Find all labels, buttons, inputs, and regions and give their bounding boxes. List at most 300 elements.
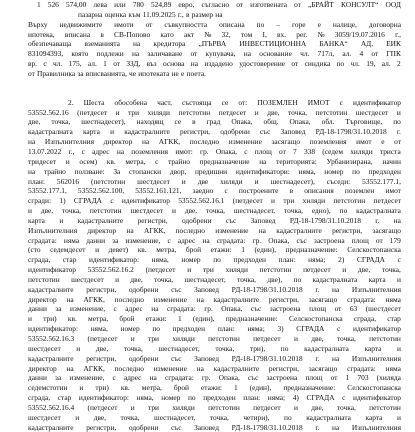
word: за xyxy=(112,235,119,245)
word: Изпълнителния xyxy=(351,422,401,432)
word: 53552.177.1, xyxy=(362,176,401,186)
word: и xyxy=(130,334,135,343)
word: и xyxy=(76,343,81,353)
word: кадастралната xyxy=(312,274,358,284)
word: РД-18-1798/31.10.2018 xyxy=(231,284,303,294)
word: Правилника xyxy=(37,68,76,78)
word: петстотин xyxy=(333,196,366,206)
word: две, xyxy=(311,334,324,343)
word: на xyxy=(331,422,340,432)
word: петстотин xyxy=(178,107,211,117)
word: от: xyxy=(238,97,248,107)
word: съвкупността xyxy=(164,19,208,29)
word: петдесет xyxy=(253,334,281,343)
word: РД-18-1798/31.10.2018 xyxy=(289,215,361,225)
text-line xyxy=(28,59,401,69)
word: идентификатор: xyxy=(89,255,140,265)
word: изменение xyxy=(215,225,249,235)
word: точка, xyxy=(120,412,140,422)
word: в xyxy=(185,9,190,19)
text-line xyxy=(28,0,401,10)
word: Изпълнителния xyxy=(44,137,94,147)
word: и xyxy=(396,412,401,422)
word: АГКК, xyxy=(83,294,105,304)
word: идентификатор: xyxy=(28,324,79,334)
word: сграда, xyxy=(28,255,51,265)
word: регистри, xyxy=(86,422,117,432)
word: на xyxy=(393,215,401,225)
word: кадастралните xyxy=(28,422,74,432)
word: на xyxy=(149,373,157,383)
word: със xyxy=(171,422,182,432)
word: Заповед xyxy=(280,127,306,137)
word: три xyxy=(148,334,160,343)
word: или xyxy=(114,0,126,9)
word: с xyxy=(110,196,114,206)
word: За xyxy=(113,166,121,176)
word: Опака, xyxy=(268,235,290,245)
text-line xyxy=(28,30,401,40)
word: (сто xyxy=(28,245,41,255)
text-line xyxy=(28,236,401,246)
word: петстотин xyxy=(259,265,292,275)
word: КОНСУЛТ“ xyxy=(340,0,379,9)
word: триста xyxy=(379,146,401,156)
word: шестнадесет, xyxy=(158,343,200,353)
word: акт xyxy=(183,29,194,39)
word: кадастралната xyxy=(304,343,349,353)
word: горе xyxy=(292,19,306,29)
word: и xyxy=(181,176,186,186)
word: построените xyxy=(238,186,279,196)
word: договорна xyxy=(368,19,401,29)
word: (седем xyxy=(322,146,344,156)
word: и xyxy=(271,196,275,206)
word: 562016 xyxy=(56,176,80,186)
word: от xyxy=(113,59,121,69)
word: на xyxy=(28,166,36,176)
word: точка, xyxy=(336,334,356,343)
word: на xyxy=(196,363,204,373)
word: идентификатор xyxy=(353,324,401,334)
word: две, xyxy=(95,343,109,353)
word: 19, xyxy=(366,59,376,69)
word: седемдесет xyxy=(50,245,86,255)
word: на xyxy=(151,304,159,314)
word: шестдесет xyxy=(71,274,104,284)
word: и xyxy=(75,412,80,422)
word: обособена xyxy=(114,97,148,107)
word: няма xyxy=(385,363,401,373)
word: 53552.562.16.2 xyxy=(87,265,134,275)
word: кадастралните xyxy=(213,294,260,304)
word: (петдесет xyxy=(232,196,263,206)
word: е xyxy=(381,137,385,147)
word: номер xyxy=(181,255,201,265)
word: Заповед xyxy=(250,215,276,225)
word: 1 xyxy=(233,383,238,393)
word: „ПЪРВА xyxy=(198,39,227,49)
word: етажи: xyxy=(200,383,222,393)
word: заличаване xyxy=(147,49,183,59)
word: две, xyxy=(130,274,143,284)
word: АГКК, xyxy=(143,225,166,235)
word: заедно xyxy=(192,186,214,196)
text-line xyxy=(28,393,401,403)
text-line xyxy=(28,216,401,226)
paragraph-gap xyxy=(28,79,401,98)
word: налице, xyxy=(332,19,357,29)
word: данни xyxy=(28,304,47,314)
word: план: xyxy=(278,255,296,265)
word: г., xyxy=(177,9,184,19)
word: със xyxy=(296,235,307,245)
word: шестнадесет), xyxy=(270,176,315,186)
word: шестдесет xyxy=(28,343,61,353)
word: сградата: xyxy=(166,304,196,314)
word: номер xyxy=(324,166,344,176)
word: петстотин xyxy=(369,334,401,343)
word: и xyxy=(396,107,401,117)
word: Заповед xyxy=(194,422,220,432)
word: по xyxy=(336,59,345,69)
word: тридесет xyxy=(28,156,57,166)
word: имот xyxy=(385,186,401,196)
word: 63 xyxy=(349,304,358,314)
word: Опака, xyxy=(289,117,311,127)
word: три xyxy=(202,265,214,275)
word: за xyxy=(77,68,84,78)
word: и xyxy=(342,265,347,275)
word: чл. xyxy=(300,49,310,59)
word: идентификатор xyxy=(352,393,401,403)
word: точка, xyxy=(154,274,174,284)
word: и xyxy=(293,334,298,343)
word: данни xyxy=(86,235,106,245)
text-line xyxy=(28,275,401,285)
word: брой xyxy=(185,245,202,255)
text-line xyxy=(28,117,401,127)
word: недвижимите xyxy=(59,19,103,29)
word: на xyxy=(243,49,251,59)
word: петстотин xyxy=(28,274,60,284)
word: петдесет xyxy=(373,196,401,206)
word: 338 xyxy=(303,146,316,156)
word: две, xyxy=(28,117,41,127)
word: предходен xyxy=(233,255,266,265)
word: едно), xyxy=(311,206,331,216)
word: издадено xyxy=(204,59,233,69)
word: шестдесет xyxy=(355,107,389,117)
word: вписана xyxy=(64,29,91,39)
word: 524,89 xyxy=(150,0,172,9)
word: на xyxy=(215,9,223,19)
word: с xyxy=(337,324,341,334)
text-line xyxy=(28,147,401,157)
word: няма; xyxy=(247,324,265,334)
word: (един), xyxy=(192,314,215,324)
word: 53552.562.16.1 xyxy=(178,196,225,206)
word: описана xyxy=(219,19,245,29)
word: г. xyxy=(315,353,320,363)
word: 32, xyxy=(221,29,231,39)
word: регистри, xyxy=(179,127,211,137)
word: адрес xyxy=(92,146,110,156)
word: хиляди xyxy=(172,334,195,343)
word: от xyxy=(291,59,299,69)
word: Заповед xyxy=(194,284,220,294)
word: засягащо xyxy=(372,225,401,235)
word: АД, xyxy=(360,39,374,49)
word: план: xyxy=(217,324,235,334)
word: девет) xyxy=(108,245,129,255)
word: и xyxy=(396,274,401,284)
word: три), xyxy=(249,343,266,353)
word: по xyxy=(280,343,289,353)
word: със xyxy=(250,304,262,314)
text-line xyxy=(28,127,401,137)
word: със xyxy=(171,353,182,363)
word: с xyxy=(224,186,228,196)
word: няма, xyxy=(136,393,154,403)
word: регистри, xyxy=(268,294,299,304)
word: (хиляда xyxy=(376,373,401,383)
word: която xyxy=(71,49,89,59)
word: номер xyxy=(161,393,181,403)
word: точка, xyxy=(288,107,307,117)
word: точка, xyxy=(215,343,235,353)
word: хиляди xyxy=(172,402,195,412)
word: застроена xyxy=(269,304,301,314)
word: поземлен xyxy=(344,186,375,196)
word: шестнадесет, xyxy=(154,412,196,422)
word: г. xyxy=(396,127,401,137)
word: регистри, xyxy=(137,215,168,225)
word: основание xyxy=(259,49,292,59)
word: изменение xyxy=(153,363,187,373)
word: от xyxy=(375,235,383,245)
word: СГРАДА xyxy=(306,393,335,403)
word: кредитора xyxy=(153,39,186,49)
word: брой xyxy=(173,383,189,393)
word: ПОЗЕМЛЕН xyxy=(257,97,298,107)
word: в xyxy=(192,117,196,127)
word: точка, xyxy=(284,206,303,216)
word: 13.07.2022 xyxy=(28,146,62,156)
word: 179 xyxy=(389,235,401,245)
word: площ xyxy=(305,373,323,383)
word: 1 xyxy=(345,373,350,383)
word: петдесет xyxy=(303,265,331,275)
word: последно xyxy=(189,137,220,147)
word: в xyxy=(100,29,104,39)
word: метра, xyxy=(141,383,162,393)
word: е xyxy=(181,68,185,78)
word: за xyxy=(55,304,62,314)
word: и xyxy=(397,343,401,353)
word: идентификатор: xyxy=(78,393,129,403)
word: (един), xyxy=(254,245,277,255)
word: вр. xyxy=(28,59,38,69)
word: гр. xyxy=(252,235,262,245)
word: и xyxy=(79,383,84,393)
text-line xyxy=(28,49,401,59)
word: се xyxy=(221,97,229,107)
word: последно xyxy=(175,225,205,235)
word: с xyxy=(113,304,117,314)
word: няма xyxy=(63,235,80,245)
text-line xyxy=(28,20,401,30)
word: кадастралната xyxy=(356,206,401,216)
word: адрес xyxy=(177,235,196,245)
word: пазарна xyxy=(78,9,103,19)
word: 53552.562.100, xyxy=(77,186,125,196)
word: метра, xyxy=(156,245,177,255)
word: няма; xyxy=(308,255,326,265)
word: адрес xyxy=(125,304,143,314)
word: евро, xyxy=(178,0,195,9)
word: 780 xyxy=(132,0,144,9)
word: на xyxy=(196,294,204,304)
word: на xyxy=(126,225,134,235)
word: и xyxy=(171,206,176,216)
word: на xyxy=(133,39,141,49)
word: четири), xyxy=(243,412,270,422)
word: 1 xyxy=(177,314,182,324)
word: идентификатор xyxy=(121,196,170,206)
word: точка, xyxy=(336,402,356,412)
word: оценка xyxy=(104,9,127,19)
word: РД-18-1798/31.10.2018 xyxy=(231,422,303,432)
text-line xyxy=(28,226,401,236)
word: г., xyxy=(395,29,401,39)
word: имоти xyxy=(114,19,134,29)
word: Селскостопанска xyxy=(347,245,401,255)
word: с xyxy=(397,255,401,265)
word: обл. xyxy=(321,117,335,127)
word: АГКК, xyxy=(158,137,181,147)
word: регистри, xyxy=(268,363,299,373)
word: няма xyxy=(385,294,401,304)
word: на xyxy=(28,137,36,147)
text-line xyxy=(28,98,401,108)
word: поземления xyxy=(309,137,347,147)
word: начин xyxy=(382,156,401,166)
word: и xyxy=(110,127,115,137)
word: регистри, xyxy=(86,284,117,294)
word: с xyxy=(155,156,159,166)
word: шестдесет xyxy=(130,206,164,216)
word: 2) xyxy=(338,255,345,265)
word: 53552.177.1, xyxy=(28,186,67,196)
word: и xyxy=(254,107,259,117)
word: Изпълнителния xyxy=(351,353,401,363)
text-line xyxy=(28,196,401,206)
text-line xyxy=(28,69,401,79)
text-line xyxy=(28,265,401,275)
word: петстотин xyxy=(89,206,122,216)
word: с xyxy=(244,146,248,156)
word: РД-18-1798/31.10.2018 xyxy=(315,127,387,137)
word: шестнадесет), xyxy=(81,117,126,127)
word: точка, xyxy=(381,265,401,275)
word: Изпълнителния xyxy=(28,225,78,235)
word: основа xyxy=(162,59,185,69)
word: обезпечаваща xyxy=(28,39,72,49)
word: ИМОТ xyxy=(307,97,330,107)
word: Урбанизирана, xyxy=(326,156,373,166)
word: идентификатор xyxy=(28,265,76,275)
text-line xyxy=(28,255,401,265)
word: ипотеката xyxy=(138,68,170,78)
word: хиляди xyxy=(302,196,326,206)
word: 4) xyxy=(292,393,299,403)
word: Върху xyxy=(28,19,48,29)
word: петстотин xyxy=(369,402,401,412)
word: адрес xyxy=(123,373,142,383)
word: Търговище, xyxy=(345,117,383,127)
word: петстотин xyxy=(208,402,240,412)
word: двор, xyxy=(169,166,187,176)
word: СГРАДА xyxy=(356,255,386,265)
word: СГРАДА xyxy=(73,196,102,206)
word: предходен xyxy=(172,324,206,334)
text-line xyxy=(28,186,401,196)
word: 3059/19.07.2016 xyxy=(334,29,385,39)
word: план: xyxy=(243,393,261,403)
text-line xyxy=(28,403,401,413)
word: и xyxy=(254,176,259,186)
word: предназначение xyxy=(199,156,250,166)
text-line xyxy=(28,108,401,118)
word: (петстотин xyxy=(91,176,126,186)
word: с xyxy=(43,59,47,69)
word: изменение xyxy=(153,294,187,304)
word: и xyxy=(95,245,100,255)
word: кадастралната xyxy=(28,127,73,137)
word: по xyxy=(152,324,160,334)
word: три xyxy=(128,107,140,117)
word: 53552.161.121, xyxy=(135,186,182,196)
word: две), xyxy=(267,274,283,284)
word: петстотин xyxy=(315,107,348,117)
word: одобрени xyxy=(128,422,159,432)
text-line xyxy=(28,314,401,324)
word: изменение, xyxy=(70,304,106,314)
word: вземанията xyxy=(84,39,120,49)
word: карта xyxy=(365,412,383,422)
word: трайно xyxy=(43,166,66,176)
word: две, xyxy=(40,206,54,216)
word: кв. xyxy=(67,314,77,324)
word: удостоверение xyxy=(239,59,286,69)
word: общ. xyxy=(263,117,279,127)
word: на xyxy=(116,146,125,156)
word: осем) xyxy=(79,156,98,166)
word: Опака, xyxy=(218,373,240,383)
word: 2. xyxy=(68,97,74,107)
word: на xyxy=(66,363,74,373)
word: данни xyxy=(28,373,47,383)
word: и xyxy=(28,314,32,324)
word: Опака, xyxy=(221,304,243,314)
word: етажи: xyxy=(145,314,167,324)
word: и xyxy=(28,206,32,216)
word: предназначение: xyxy=(285,245,338,255)
word: 1 xyxy=(37,0,41,9)
word: с xyxy=(342,393,346,403)
text-line xyxy=(28,245,401,255)
